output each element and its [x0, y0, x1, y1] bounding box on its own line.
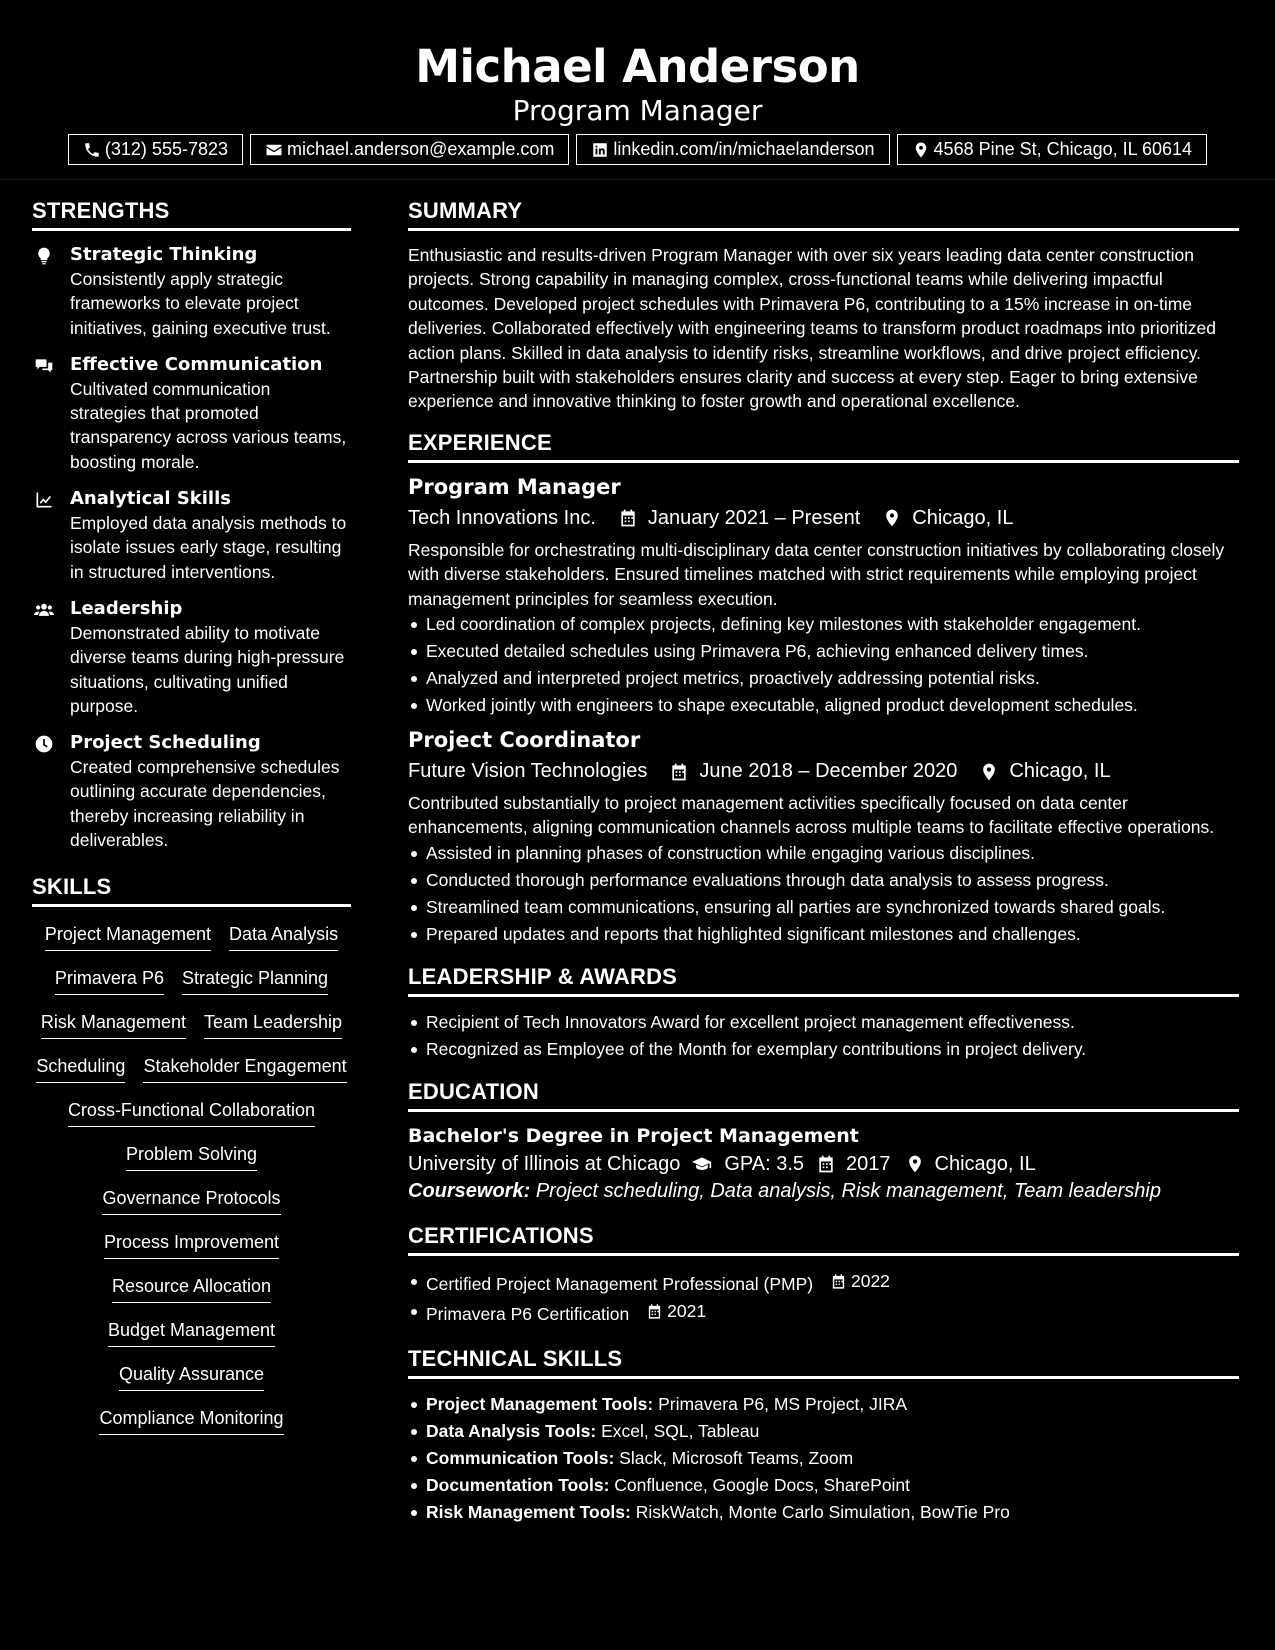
- skill-tag: Governance Protocols: [102, 1187, 280, 1215]
- graduation-cap-icon: [690, 1154, 714, 1174]
- candidate-role: Program Manager: [512, 94, 763, 127]
- users-icon: [34, 600, 54, 620]
- tech-skill-item: [408, 1418, 1239, 1445]
- certification-name: Primavera P6 Certification: [426, 1303, 630, 1324]
- strength-desc: Demonstrated ability to motivate diverse teams during high-pressure situations, cultivating unified purpose.: [70, 622, 345, 716]
- job-meta: [408, 760, 1239, 783]
- tech-skill-label: Project Management Tools:: [426, 1393, 654, 1414]
- bullet-item: Streamlined team communications, ensuring all parties are synchronized towards shared goals.: [408, 894, 1239, 921]
- strength-desc: Employed data analysis methods to isolate issues early stage, resulting in structured interventions.: [70, 513, 347, 582]
- certifications-heading: CERTIFICATIONS: [408, 1223, 1239, 1256]
- strengths-heading: STRENGTHS: [32, 198, 351, 231]
- skill-tag: Quality Assurance: [119, 1363, 264, 1391]
- candidate-name: Michael Anderson: [415, 40, 860, 93]
- tech-skill-value: Confluence, Google Docs, SharePoint: [614, 1474, 911, 1495]
- job-description: Contributed substantially to project management activities specifically focused on data center enhancements, aligning communication channels across multiple teams to facilitate effective operations.: [408, 793, 1215, 838]
- job-title: Program Manager: [408, 474, 621, 499]
- coursework-text: Project scheduling, Data analysis, Risk management, Team leadership: [535, 1179, 1161, 1202]
- awards-list: [408, 1009, 1239, 1063]
- award-item: Recognized as Employee of the Month for exemplary contributions in project delivery.: [408, 1036, 1239, 1063]
- awards-heading: LEADERSHIP & AWARDS: [408, 964, 1239, 997]
- skill-tag: Budget Management: [108, 1319, 275, 1347]
- tech-skill-value: RiskWatch, Monte Carlo Simulation, BowTie Pro: [635, 1501, 1010, 1522]
- tech-skill-value: Excel, SQL, Tableau: [601, 1420, 760, 1441]
- job-dates: January 2021 – Present: [647, 506, 861, 529]
- summary-heading: SUMMARY: [408, 198, 1239, 231]
- job-title: Project Coordinator: [408, 728, 641, 753]
- technical-skills-heading: TECHNICAL SKILLS: [408, 1346, 1239, 1379]
- tech-skill-label: Communication Tools:: [426, 1447, 615, 1468]
- skill-tag: Resource Allocation: [112, 1275, 271, 1303]
- coursework-line: [408, 1180, 1239, 1203]
- strength-item: [32, 353, 351, 474]
- tech-skill-value: Primavera P6, MS Project, JIRA: [658, 1393, 908, 1414]
- email-chip[interactable]: [250, 134, 569, 165]
- education-heading: EDUCATION: [408, 1079, 1239, 1112]
- tech-skill-label: Data Analysis Tools:: [426, 1420, 597, 1441]
- strength-title: Project Scheduling: [70, 732, 261, 754]
- education-meta: [408, 1153, 1239, 1176]
- job-location: Chicago, IL: [1009, 760, 1111, 783]
- strength-desc: Cultivated communication strategies that promoted transparency across various teams, boosting morale.: [70, 378, 347, 472]
- skills-heading: SKILLS: [32, 874, 351, 907]
- address-text: 4568 Pine St, Chicago, IL 60614: [933, 139, 1193, 159]
- strength-item: [32, 731, 351, 852]
- job-meta: [408, 507, 1239, 530]
- skill-tag: Process Improvement: [104, 1231, 279, 1259]
- address-chip[interactable]: [897, 134, 1208, 165]
- gpa-text: GPA: 3.5: [724, 1152, 805, 1175]
- skill-tag: Stakeholder Engagement: [143, 1055, 346, 1083]
- map-marker-icon: [979, 762, 999, 782]
- award-item: Recipient of Tech Innovators Award for excellent project management effectiveness.: [408, 1009, 1239, 1036]
- tech-skill-item: [408, 1499, 1239, 1526]
- bullet-item: Prepared updates and reports that highlighted significant milestones and challenges.: [408, 921, 1239, 948]
- calendar-icon: [669, 762, 689, 782]
- map-marker-icon: [912, 141, 930, 159]
- phone-chip[interactable]: [68, 134, 243, 165]
- tech-skill-item: [408, 1391, 1239, 1418]
- bullet-item: Assisted in planning phases of construction while engaging various disciplines.: [408, 840, 1239, 867]
- job-bullets: [408, 840, 1239, 948]
- technical-skills-list: [408, 1391, 1239, 1526]
- linkedin-icon: [591, 141, 609, 159]
- skill-tag: Primavera P6: [55, 967, 164, 995]
- certification-item: [408, 1298, 1239, 1328]
- resume-header: [0, 0, 1275, 180]
- linkedin-chip[interactable]: [576, 134, 889, 165]
- job-location: Chicago, IL: [912, 506, 1014, 529]
- right-column: [408, 198, 1239, 1526]
- phone-text: (312) 555-7823: [104, 139, 228, 159]
- strength-desc: Created comprehensive schedules outlining accurate dependencies, thereby increasing reliability in deliverables.: [70, 757, 340, 851]
- strength-title: Analytical Skills: [70, 488, 231, 510]
- certification-year: 2021: [667, 1300, 707, 1321]
- calendar-icon: [816, 1154, 836, 1174]
- strength-title: Strategic Thinking: [70, 244, 258, 265]
- comments-icon: [34, 356, 54, 376]
- job-dates: June 2018 – December 2020: [699, 760, 958, 783]
- bullet-item: Led coordination of complex projects, defining key milestones with stakeholder engagement.: [408, 611, 1239, 638]
- skill-tag: Team Leadership: [204, 1011, 342, 1039]
- coursework-label: Coursework:: [408, 1179, 531, 1202]
- skill-tag: Problem Solving: [126, 1143, 257, 1171]
- phone-icon: [83, 141, 101, 159]
- map-marker-icon: [905, 1154, 925, 1174]
- bullet-item: Worked jointly with engineers to shape executable, aligned product development schedules.: [408, 692, 1239, 719]
- tech-skill-label: Risk Management Tools:: [426, 1501, 631, 1522]
- linkedin-text: linkedin.com/in/michaelanderson: [613, 139, 875, 159]
- tech-skill-item: [408, 1445, 1239, 1472]
- skill-tag: Strategic Planning: [182, 967, 328, 995]
- contact-bar: [0, 134, 1275, 165]
- job-entry: [408, 475, 1239, 719]
- skill-tag: Risk Management: [41, 1011, 186, 1039]
- strength-desc: Consistently apply strategic frameworks to elevate project initiatives, gaining executive trust.: [70, 269, 331, 338]
- degree-title: Bachelor's Degree in Project Management: [408, 1124, 859, 1147]
- strength-item: [32, 597, 351, 718]
- left-column: [32, 198, 351, 1435]
- email-text: michael.anderson@example.com: [287, 139, 555, 159]
- tech-skill-value: Slack, Microsoft Teams, Zoom: [619, 1447, 854, 1468]
- lightbulb-icon: [34, 246, 54, 266]
- experience-heading: EXPERIENCE: [408, 430, 1239, 463]
- strength-item: [32, 243, 351, 340]
- strength-title: Effective Communication: [70, 353, 323, 375]
- skill-tag: Data Analysis: [229, 923, 338, 951]
- bullet-item: Analyzed and interpreted project metrics, proactively addressing potential risks.: [408, 665, 1239, 692]
- certifications-list: [408, 1268, 1239, 1328]
- skill-tag: Compliance Monitoring: [99, 1407, 283, 1435]
- clock-icon: [34, 734, 54, 754]
- job-company: Future Vision Technologies: [408, 760, 648, 783]
- job-description: Responsible for orchestrating multi-disciplinary data center construction initiatives by collaborating closely with diverse stakeholders. Ensured timelines matched with strict requirements while employing project management principles for seamless execution.: [408, 539, 1225, 609]
- calendar-icon: [830, 1273, 847, 1290]
- skill-tag: Scheduling: [36, 1055, 125, 1083]
- strength-item: [32, 487, 351, 584]
- certification-name: Certified Project Management Professional (PMP): [426, 1273, 814, 1294]
- skill-tag: Project Management: [45, 923, 211, 951]
- job-company: Tech Innovations Inc.: [408, 506, 596, 529]
- map-marker-icon: [882, 508, 902, 528]
- calendar-icon: [646, 1303, 663, 1320]
- school-name: University of Illinois at Chicago: [408, 1152, 681, 1175]
- certification-item: [408, 1268, 1239, 1298]
- tech-skill-item: [408, 1472, 1239, 1499]
- line-chart-icon: [34, 490, 54, 510]
- envelope-icon: [265, 141, 283, 159]
- bullet-item: Conducted thorough performance evaluations through data analysis to assess progress.: [408, 867, 1239, 894]
- skills-list: [32, 921, 351, 1435]
- tech-skill-label: Documentation Tools:: [426, 1474, 610, 1495]
- certification-year: 2022: [850, 1270, 890, 1291]
- job-entry: [408, 728, 1239, 948]
- job-bullets: [408, 611, 1239, 719]
- strength-title: Leadership: [70, 597, 183, 619]
- summary-text: Enthusiastic and results-driven Program Manager with over six years leading data center construction projects. Strong capability in managing complex, cross-functional teams while delivering impactful outcomes. Developed project schedules with Primavera P6, contributing to a 15% increase in on-time deliveries. Collaborated effectively with engineering teams to transform product roadmaps into prioritized action plans. Skilled in data analysis to identify risks, streamline workflows, and drive project efficiency. Partnership built with stakeholders ensures clarity and success at every step. Eager to bring extensive experience and innovative thinking to foster growth and operational excellence.: [408, 245, 1216, 412]
- graduation-year: 2017: [846, 1152, 891, 1175]
- skill-tag: Cross-Functional Collaboration: [68, 1099, 315, 1127]
- education-location: Chicago, IL: [934, 1152, 1036, 1175]
- bullet-item: Executed detailed schedules using Primavera P6, achieving enhanced delivery times.: [408, 638, 1239, 665]
- calendar-icon: [618, 508, 638, 528]
